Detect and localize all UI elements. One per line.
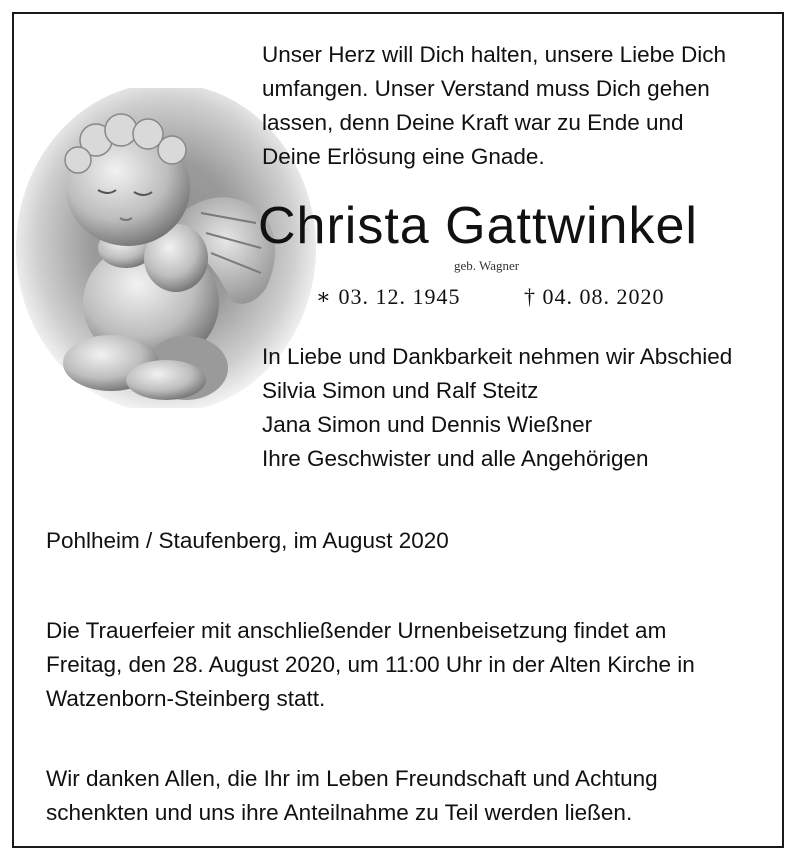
- mourner-name: Ihre Geschwister und alle Angehörigen: [262, 446, 649, 471]
- farewell-intro: In Liebe und Dankbarkeit nehmen wir Abschied: [262, 344, 733, 369]
- maiden-name: geb. Wagner: [454, 258, 520, 273]
- ceremony-notice: [46, 614, 766, 716]
- ceremony-line: Watzenborn-Steinberg statt.: [46, 686, 326, 711]
- verse-line: lassen, denn Deine Kraft war zu Ende und: [262, 110, 684, 135]
- death-date: † 04. 08. 2020: [524, 284, 665, 309]
- verse-line: Deine Erlösung eine Gnade.: [262, 144, 545, 169]
- deceased-name: Christa Gattwinkel: [258, 197, 698, 255]
- verse-line: umfangen. Unser Verstand muss Dich gehen: [262, 76, 710, 101]
- thanks-line: Wir danken Allen, die Ihr im Leben Freundschaft und Achtung: [46, 766, 658, 791]
- place-and-date: Pohlheim / Staufenberg, im August 2020: [46, 528, 449, 553]
- verse-block: [262, 38, 762, 174]
- mourner-name: Silvia Simon und Ralf Steitz: [262, 378, 539, 403]
- thanks-line: schenkten und uns ihre Anteilnahme zu Teil werden ließen.: [46, 800, 633, 825]
- birth-date: ∗ 03. 12. 1945: [316, 284, 461, 309]
- mourner-name: Jana Simon und Dennis Wießner: [262, 412, 593, 437]
- ceremony-line: Freitag, den 28. August 2020, um 11:00 Uhr in der Alten Kirche in: [46, 652, 695, 677]
- mourners-block: [262, 340, 782, 476]
- verse-line: Unser Herz will Dich halten, unsere Liebe Dich: [262, 42, 726, 67]
- thanks-notice: [46, 762, 766, 830]
- ceremony-line: Die Trauerfeier mit anschließender Urnenbeisetzung findet am: [46, 618, 667, 643]
